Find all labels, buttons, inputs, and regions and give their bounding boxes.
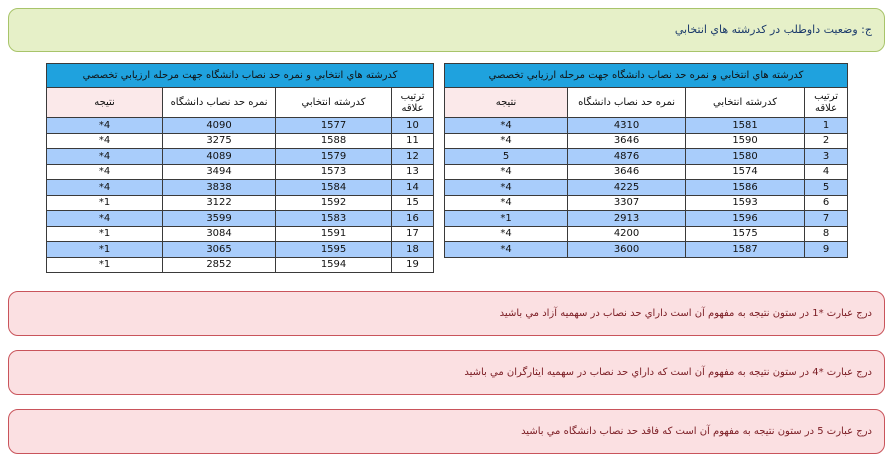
cell-min-score: 2852 [163,257,276,273]
cell-result: 1* [445,211,568,227]
status-header-box [8,8,885,52]
note-veteran-quota [8,350,885,395]
cell-min-score: 3065 [163,242,276,258]
cell-result: 4* [445,164,568,180]
table-row [445,195,848,211]
cell-rank: 3 [805,149,848,165]
cell-code: 1594 [276,257,392,273]
cell-code: 1596 [686,211,805,227]
cell-code: 1595 [276,242,392,258]
cell-rank: 5 [805,180,848,196]
cell-rank: 14 [392,180,434,196]
cell-rank: 7 [805,211,848,227]
choices-table-right [444,63,848,258]
note-text: درج عبارت *4 در ستون نتيجه به مفهوم آن است كه داراي حد نصاب در سهميه ايثارگران مي باشيد [464,367,872,378]
cell-rank: 12 [392,149,434,165]
cell-code: 1583 [276,211,392,227]
note-text: درج عبارت 5 در ستون نتيجه به مفهوم آن است كه فاقد حد نصاب دانشگاه مي باشيد [521,426,872,437]
cell-min-score: 4876 [568,149,686,165]
table-body [47,118,434,273]
cell-result: 4* [445,195,568,211]
cell-code: 1588 [276,133,392,149]
col-header-result: نتيجه [445,88,568,118]
table-row [47,211,434,227]
cell-rank: 15 [392,195,434,211]
cell-code: 1575 [686,226,805,242]
note-free-quota [8,291,885,336]
cell-min-score: 4090 [163,118,276,134]
col-header-code: كدرشته انتخابي [276,88,392,118]
cell-result: 1* [47,257,163,273]
cell-result: 4* [47,211,163,227]
table-row [445,226,848,242]
table-caption: كدرشته هاي انتخابي و نمره حد نصاب دانشگاه جهت مرحله ارزيابي تخصصي [445,64,848,88]
cell-result: 1* [47,242,163,258]
cell-rank: 11 [392,133,434,149]
cell-rank: 18 [392,242,434,258]
table-row [445,118,848,134]
cell-min-score: 3307 [568,195,686,211]
cell-result: 4* [47,180,163,196]
cell-rank: 8 [805,226,848,242]
cell-result: 4* [445,242,568,258]
cell-rank: 1 [805,118,848,134]
cell-result: 4* [445,118,568,134]
cell-min-score: 3646 [568,164,686,180]
cell-result: 4* [445,133,568,149]
table-row [445,242,848,258]
cell-rank: 6 [805,195,848,211]
cell-code: 1593 [686,195,805,211]
table-row [445,180,848,196]
cell-min-score: 3084 [163,226,276,242]
cell-result: 1* [47,226,163,242]
table-row [445,211,848,227]
cell-min-score: 4225 [568,180,686,196]
cell-result: 4* [445,180,568,196]
cell-code: 1592 [276,195,392,211]
cell-min-score: 3599 [163,211,276,227]
cell-code: 1579 [276,149,392,165]
cell-code: 1591 [276,226,392,242]
cell-result: 1* [47,195,163,211]
cell-result: 4* [445,226,568,242]
note-text: درج عبارت *1 در ستون نتيجه به مفهوم آن است داراي حد نصاب در سهميه آزاد مي باشيد [499,308,872,319]
cell-rank: 2 [805,133,848,149]
cell-result: 5 [445,149,568,165]
cell-code: 1573 [276,164,392,180]
cell-result: 4* [47,149,163,165]
cell-min-score: 2913 [568,211,686,227]
col-header-result: نتيجه [47,88,163,118]
col-header-code: كدرشته انتخابي [686,88,805,118]
table-caption: كدرشته هاي انتخابي و نمره حد نصاب دانشگاه جهت مرحله ارزيابي تخصصي [47,64,434,88]
cell-min-score: 4200 [568,226,686,242]
table-row [445,133,848,149]
cell-rank: 13 [392,164,434,180]
choices-table-left [46,63,434,273]
cell-result: 4* [47,118,163,134]
col-header-min-score: نمره حد نصاب دانشگاه [163,88,276,118]
col-header-rank: ترتيب علاقه [805,88,848,118]
table-row [47,180,434,196]
note-no-minimum [8,409,885,454]
cell-rank: 4 [805,164,848,180]
table-row [47,164,434,180]
cell-result: 4* [47,133,163,149]
cell-result: 4* [47,164,163,180]
cell-min-score: 3600 [568,242,686,258]
cell-min-score: 3646 [568,133,686,149]
cell-rank: 17 [392,226,434,242]
cell-min-score: 3494 [163,164,276,180]
table-row [47,242,434,258]
cell-code: 1581 [686,118,805,134]
col-header-min-score: نمره حد نصاب دانشگاه [568,88,686,118]
col-header-rank: ترتيب علاقه [392,88,434,118]
cell-code: 1586 [686,180,805,196]
cell-min-score: 3838 [163,180,276,196]
cell-min-score: 3122 [163,195,276,211]
table-row [47,133,434,149]
cell-rank: 10 [392,118,434,134]
cell-code: 1587 [686,242,805,258]
cell-code: 1574 [686,164,805,180]
table-body [445,118,848,258]
cell-min-score: 3275 [163,133,276,149]
cell-code: 1577 [276,118,392,134]
cell-rank: 19 [392,257,434,273]
cell-min-score: 4089 [163,149,276,165]
table-row [47,257,434,273]
table-row [445,164,848,180]
cell-min-score: 4310 [568,118,686,134]
cell-rank: 16 [392,211,434,227]
table-row [445,149,848,165]
cell-rank: 9 [805,242,848,258]
table-row [47,195,434,211]
cell-code: 1580 [686,149,805,165]
table-row [47,149,434,165]
table-row [47,118,434,134]
status-header-text: ج: وضعيت داوطلب در كدرشته هاي انتخابي [674,23,872,36]
table-row [47,226,434,242]
cell-code: 1584 [276,180,392,196]
cell-code: 1590 [686,133,805,149]
